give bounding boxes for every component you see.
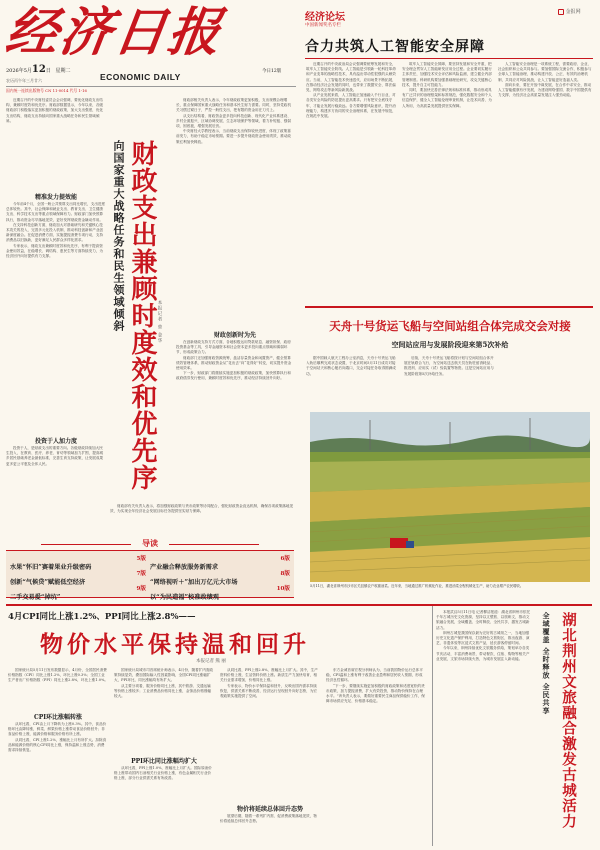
index-item-4[interactable]: “网络视听＋”加出万亿元大市场 8版: [150, 571, 290, 586]
cpi-body-2: 从环比看，CPI由上月下降转为上涨0.3%。其中，食品价格环比由降转涨，鲜菜、鲜果价格上涨带动食品价格回升；非食品价格上涨，能源价格和服务价格有所上涨。 从同比看，CPI上涨1.2%，涨幅比上月有所扩大。扣除食品和能源价格的核心CPI同比上涨，保持温和上涨态势，消费需求持续恢复。: [8, 722, 107, 753]
cpi-section-1: CPI环比涨幅转涨: [33, 714, 83, 721]
lead-body-2: 投资于人，是财政支出的重要方向。各级财政持续加大民生投入，在教育、医疗、养老、育幼等领域加力扩围，提高城乡居民基础养老金最低标准，完善生育支持政策，让发展成果更多更公平惠及全体人民。: [6, 446, 104, 466]
issue-date: 2026年5月12日 星期二: [6, 64, 71, 75]
lead-body-5: 财政部有关负责人表示，将加强财政政策与货币政策等协同配合，强化财政资金直达机制，确保各项政策落地见效，为实现全年经济社会发展目标任务提供坚实财力保障。: [110, 504, 294, 514]
lunar-date: 农历丙午年三月廿六: [6, 78, 42, 83]
lead-byline: 本报记者 曾 金华: [157, 300, 162, 344]
photo-caption: 5月11日，湖北省荆州市沙市区关沮镇农户收割油菜。近年来，当地通过推广机械化作业，推进油菜全程机械化生产，助力农业增产农民增收。: [310, 584, 524, 588]
newspaper-logo: 经济日报: [1, 2, 227, 63]
hubei-body-1: 本报武汉5月11日电 记者柳洁报道：湖北省荆州市依托千年古城历史文化资源，坚持以文塑旅、以旅彰文，推动文旅融合发展，全域覆盖、全时释放、全民共享，激发古城新活力。 荆州古城是我国保存最为完好的古城垣之一，当地加强历史文化遗产保护利用，打造特色文旅街区，推出夜游、演艺、非遗体验等沉浸式文旅产品，延长游客停留时间。 今年以来，荆州持续优化文旅服务供给，策划举办各类节庆活动，丰富消费场景，带动餐饮、住宿、购物等相关产业发展，文旅市场持续火热，为城市发展注入新动能。: [436, 610, 531, 661]
english-title: ECONOMIC DAILY: [100, 72, 181, 82]
forum-tag: 经济论坛: [305, 12, 345, 23]
cpi-body-3: 国家统计局城市司首席统计师表示，4月份，随着扩内需政策持续显效，叠加国际输入性因素影响，全国CPI同比涨幅扩大，PPI环比、同比涨幅均有所扩大。 从主要分项看，服务价格同比上涨，其中旅游、交通运输等价格上涨较多；工业消费品价格同比上涨，金饰品价格涨幅较大。: [114, 668, 214, 699]
lead-body-4: 在创新财政支持方式方面，各地积极运用贷款贴息、融资担保、政府投资基金等工具，引导金融资本和社会资本更多投向重点领域和薄弱环节，形成政策合力。 财政部门还加强财政资源统筹，盘活存量资金和闲置资产，健全预算绩效管理体系，推动财政资金从“花出去”向“花得好”转变，切实提升资金使用效率。 下一步，财政部门将继续实施更加积极的财政政策，加快预算执行和政府债券发行使用，兼顾时度效和优先序，推动经济持续回升向好。: [176, 340, 292, 381]
tianzhou-subtitle: 空间站应用与发展阶段迎来第5次补给: [391, 340, 509, 349]
lead-intro: 近期召开的中央财经委员会会议强调，要优化财政支出结构，兼顾时度效和优先序。财政部数据显示，今年以来，各级财政部门积极落实更加积极的财政政策，加大支出强度，优化支出结构，财政支出持续向国家重大战略任务和民生领域倾斜。: [6, 98, 104, 123]
page-count: 今日12版: [262, 69, 282, 74]
forum-body-1: 近期召开的中央政治局会议强调要统筹发展和安全，筑牢人工智能安全防线。人工智能是引领新一轮科技革命和产业变革的战略性技术，具有溢出带动性很强的头雁效应。当前，人工智能技术快速迭代，应用场景不断拓展，在推动经济社会发展的同时，也带来了数据安全、算法偏见、网络攻击等新风险新挑战。 从产业发展来看，人工智能正加速融入千行百业，对各类安全风险的防范提出更高要求。只有把安全底线守牢，才能让发展行稳致远。各方要增强风险意识，提升治理能力，构建多方协同的安全治理体系，在发展中规范，在规范中发展。: [306, 62, 396, 119]
site-badge[interactable]: 金报网: [558, 8, 581, 15]
forum-title: 合力共筑人工智能安全屏障: [305, 39, 485, 55]
lead-section-2: 投资于人加力度: [34, 438, 77, 445]
cpi-section-2: PPI环比同比涨幅均扩大: [131, 758, 197, 765]
tianzhou-title: 天舟十号货运飞船与空间站组合体完成交会对接: [329, 319, 571, 333]
cpi-body-4: 从环比看，PPI上涨1.0%，涨幅比上月扩大。国际原油价格上涨带动国内石油相关行业价格上涨，有色金属相关行业价格上涨，部分行业供需关系有所改善。: [114, 766, 212, 781]
index-item-2[interactable]: 产业融合释放服务新需求 6版: [150, 556, 290, 571]
hubei-title: 湖北荆州文旅融合激发古城活力: [560, 612, 577, 829]
lead-main-title: 财政支出兼顾时度效和优先序: [127, 140, 157, 491]
lead-section-3: 财政创新时为先: [213, 332, 256, 339]
publication-info: 国内统一连续出版物号 CN 11-0014 代号 1-16: [6, 88, 87, 93]
cpi-byline: 本报记者 熊 丽: [196, 659, 226, 664]
index-item-5[interactable]: 二手交易爱“掉坑” 9版: [10, 586, 146, 601]
index-label: 导读: [6, 538, 294, 549]
index-item-3[interactable]: 创新“气候贷”赋能低空经济 7版: [10, 571, 146, 586]
farmland-photo: [310, 412, 590, 582]
cpi-body-1: 国家统计局5月11日发布数据显示，4月份，全国居民消费价格指数（CPI）同比上涨1.2%，环比上涨0.3%；全国工业生产者出厂价格指数（PPI）同比上涨2.8%，环比上涨1.0%。: [8, 668, 108, 683]
lead-body-1: 今年前4个月，全国一般公共预算支出同比增长，支出进度总体较快。其中，社会保障和就业支出、教育支出、卫生健康支出、科学技术支出等重点领域保障有力。财政部门加快预算执行，推动资金尽早落地见效，更好发挥财政资金撬动作用。 在支持科技创新方面，财政加大对基础研究和关键核心技术攻关的投入，完善多元化投入机制，推动科技创新和产业创新深度融合。在促进消费方面，实施提振消费专项行动，支持消费品以旧换新，更好满足人民群众多样化需求。 专家表示，财政支出兼顾时度效和优先序，有利于提高资金使用效益，在稳增长、调结构、惠民生等方面持续发力，为经济回升向好提供有力支撑。: [6, 202, 106, 259]
app-icon: [558, 9, 564, 15]
cpi-body-5: 从同比看，PPI上涨2.8%，涨幅比上月扩大。其中，生产资料价格上涨，生活资料价格上涨。新质生产力加快培育，相关行业需求增加，价格同比上涨。 专家表示，物价水平保持温和回升，反映出国内需求持续恢复，供需关系不断改善，经济运行呈现回升向好态势，为宏观政策实施提供了空间。: [220, 668, 318, 699]
cpi-body-7: 东方金诚首席宏观分析师认为，当前我国物价运行总体平稳，CPI温和上涨有利于改善企业盈利和居民收入预期，形成经济良性循环。 “下一步，要继续实施更加积极的财政政策和适度宽松的货币政策，加力提振消费，扩大有效投资，推动物价保持在合理水平。”该负责人表示，要做好重要民生商品保供稳价工作，保障市场供应充足、价格基本稳定。: [326, 668, 425, 704]
index-item-6[interactable]: 以“为民造福”校准政绩观 10版: [150, 586, 290, 601]
lead-section-1: 精准发力提效能: [34, 194, 77, 201]
cpi-kicker: 4月CPI同比上涨1.2%、PPI同比上涨2.8%——: [8, 612, 196, 622]
forum-body-3: 人工智能安全治理是一项系统工程，需要政府、企业、社会组织和公众共同参与。要加强国际交流合作，积极参与全球人工智能治理，推动构建开放、公正、有效的治理机制，共同应对风险挑战，让人工智能更好造福人类。 面向未来，要在开放中谋发展，在合作中求安全，推动人工智能健康有序发展，为建设网络强国、数字中国提供有力支撑，为经济社会高质量发展注入强劲动能。: [498, 62, 592, 98]
lead-body-3: 财政部相关负责人表示，今年财政政策更加积极，支出规模合理增长，重点保障国家重大战略任务和基本民生财力需要。同时，坚持党政机关习惯过紧日子，严控一般性支出，把有限的资金用在刀刃上。 从支出结构看，财政资金更多投向科技创新、现代化产业体系建设、乡村全面振兴、区域协调发展、生态环境保护等领域，着力补短板、强弱项、固底板，增强发展后劲。 中央财经大学教授表示，当前财政支出保持较快进度，体现了政策靠前发力，有助于稳定市场预期。要进一步提升财政资金使用绩效，推动政策红利加快释放。: [176, 98, 291, 144]
forum-body-2: 筑牢人工智能安全屏障，要坚持发展和安全并重，把安全理念贯穿人工智能研发应用全过程。企业要切实履行主体责任，加强技术安全评估和风险监测，建立健全内部管理制度。科研机构要加强基础理论研究，攻克关键核心技术，提升自主可控能力。 同时，要加快完善法律法规和标准体系，推动形成具有广泛共识的治理框架和标准规范，强化数据安全和个人信息保护，健全人工智能伦理审查机制，让技术向善、为人所用，为高质量发展提供坚实保障。: [402, 62, 492, 108]
forum-subtag: 中国新闻奖名专栏: [305, 23, 341, 28]
cpi-body-6: 展望后期，随着一系列扩内需、促消费政策落地见效，物价将延续总体回升态势。: [220, 814, 317, 824]
cpi-title: 物价水平保持温和回升: [40, 631, 310, 658]
lead-sub-title: 向国家重大战略任务和民生领域倾斜: [112, 140, 125, 332]
hubei-subtitle: 全域覆盖 全时释放 全民共享: [542, 612, 551, 715]
index-item-1[interactable]: 水果“怀旧”赛着果业升级密码 5版: [10, 556, 146, 571]
cpi-section-3: 物价将延续总体回升态势: [236, 806, 303, 813]
tianzhou-body: 据中国载人航天工程办公室消息，天舟十号货运飞船入轨后顺利完成状态设置，于北京时间5月11日成功对接于空间站天和核心舱后向端口，交会对接任务取得圆满成功。 后续，天舟十号货运飞船将按计划与空间站组合体开展在轨联合飞行，为空间站送去航天员在轨驻留消耗品、推进剂、应用实（试）验装置等物资。这是空间站应用与发展阶段第5次补给任务。: [306, 356, 494, 376]
